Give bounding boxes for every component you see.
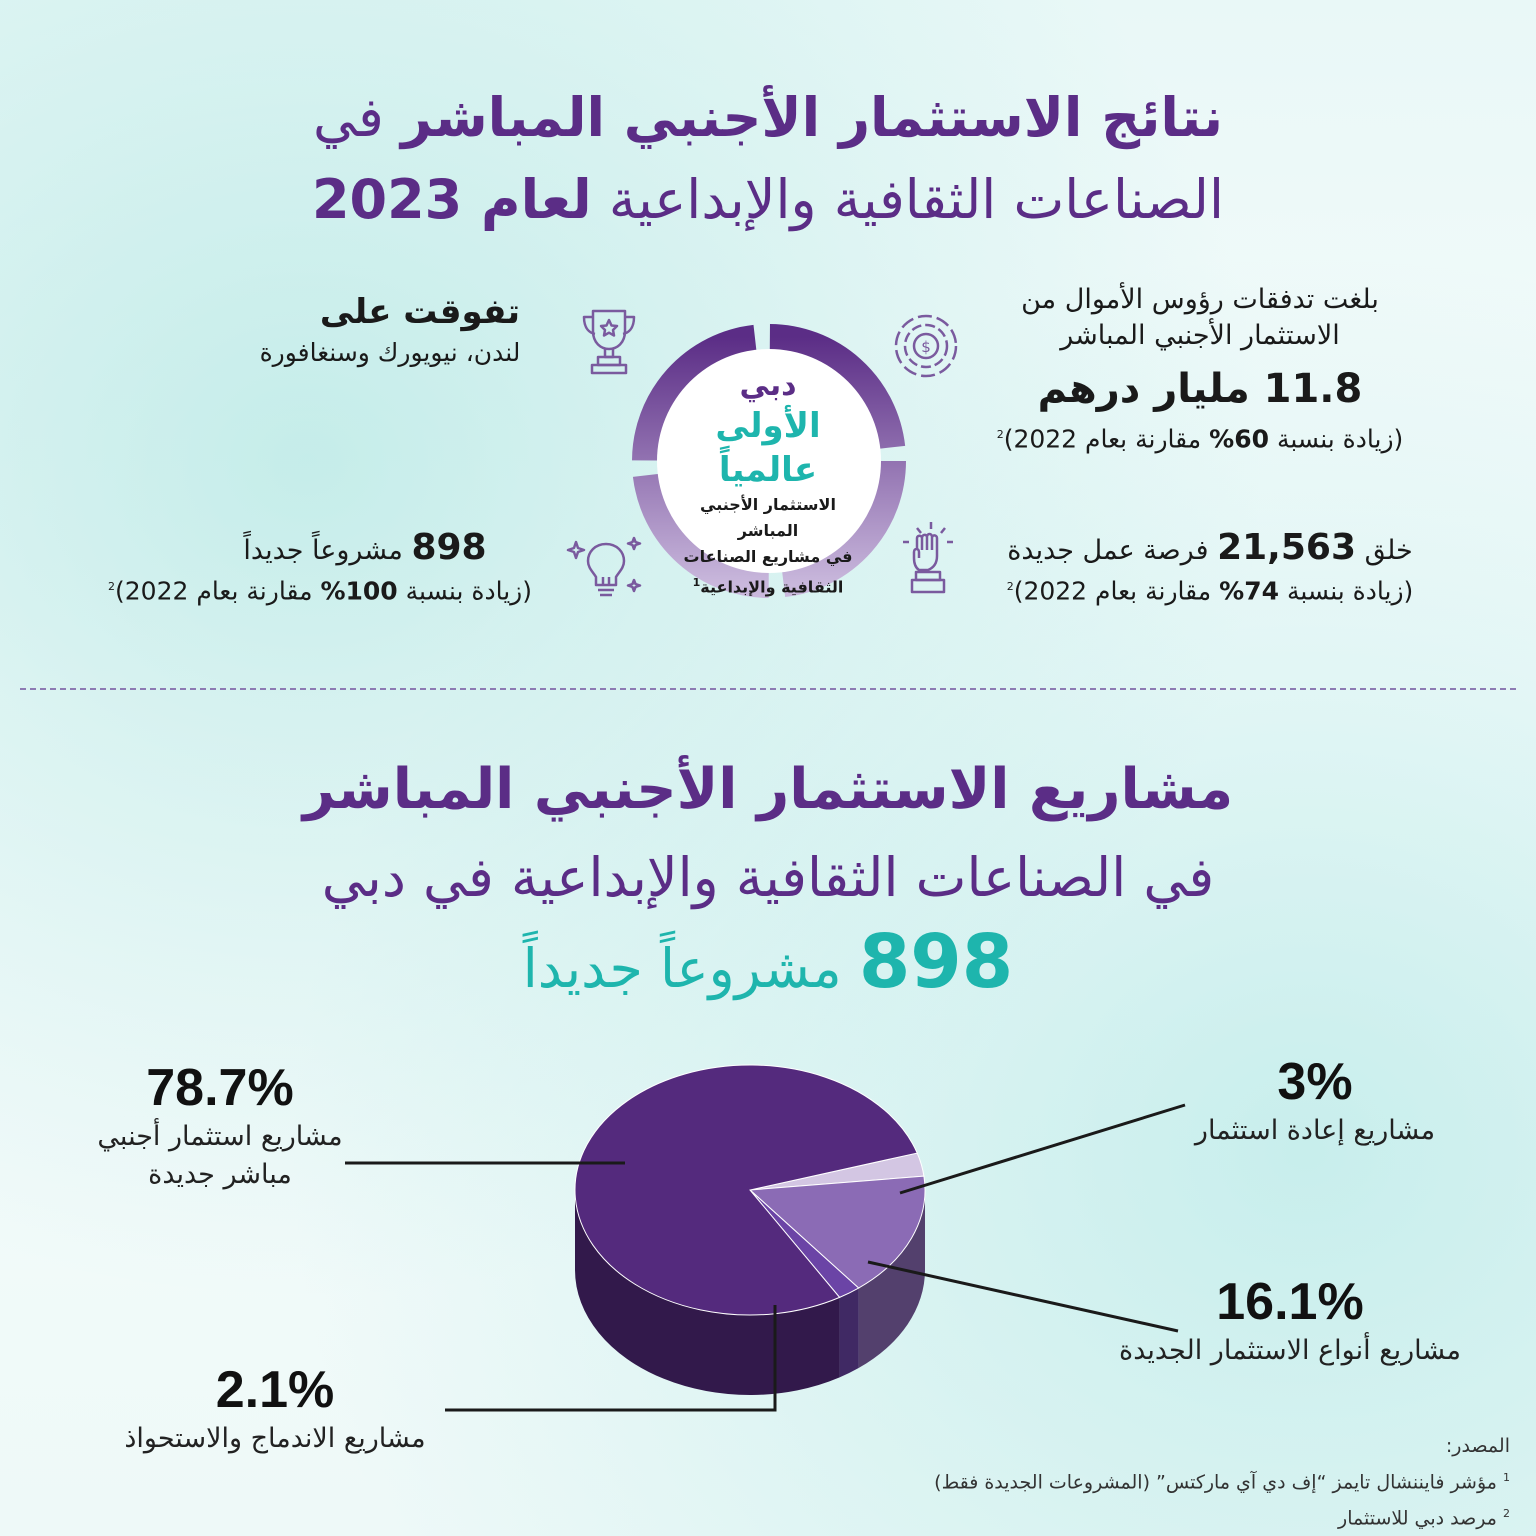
outperform-cities: لندن، نيويورك وسنغافورة	[259, 338, 521, 367]
section2-count-label: مشروعاً جديداً	[522, 937, 842, 1000]
capital-footnote: 2	[996, 428, 1004, 441]
section2-count-number: 898	[858, 919, 1014, 1005]
projects-change-prefix: (زيادة بنسبة	[405, 576, 532, 606]
section2-title-line1: مشاريع الاستثمار الأجنبي المباشر	[302, 757, 1234, 822]
slice-label-mna	[100, 1360, 450, 1458]
projects-change-pct: 100%	[320, 576, 398, 606]
capital-value: 11.8 مليار درهم	[1037, 366, 1363, 412]
section2-title-line2: في الصناعات الثقافية والإبداعية في دبي	[321, 846, 1215, 909]
sources	[900, 1430, 1510, 1535]
slice-pct-mna: 2.1%	[215, 1361, 335, 1419]
capital-change-suffix: مقارنة بعام 2022)	[1003, 424, 1202, 454]
badge-desc-line1: الاستثمار الأجنبي المباشر	[700, 495, 836, 540]
badge-desc-line2: في مشاريع الصناعات	[683, 547, 853, 566]
badge-desc-line3-text: الثقافية والإبداعية	[700, 577, 844, 597]
outperform-heading: تفوقت على	[319, 292, 521, 332]
slice-text-new-fdi-line1: مشاريع استثمار أجنبي	[97, 1121, 343, 1152]
source-item-1-num: 1	[1503, 1471, 1510, 1484]
slice-pct-new-types: 16.1%	[1216, 1273, 1364, 1331]
svg-text:$: $	[921, 338, 931, 356]
source-item-2	[900, 1498, 1510, 1534]
slice-text-new-fdi-line2: مباشر جديدة	[148, 1159, 292, 1190]
projects-footnote: 2	[108, 580, 115, 593]
projects-value: 898	[411, 527, 487, 568]
leader-line-reinvestment	[900, 1105, 1185, 1193]
projects-suffix: مشروعاً جديداً	[243, 535, 403, 566]
badge-city: دبي	[739, 368, 797, 403]
source-item-2-text: مرصد دبي للاستثمار	[1338, 1507, 1497, 1530]
sources-heading: المصدر:	[1445, 1435, 1510, 1457]
source-item-1	[900, 1462, 1510, 1498]
slice-pct-reinvestment: 3%	[1277, 1053, 1353, 1111]
slice-pct-new-fdi: 78.7%	[146, 1059, 294, 1117]
jobs-suffix: فرصة عمل جديدة	[1007, 535, 1209, 566]
projects-change-suffix: مقارنة بعام 2022)	[115, 576, 313, 606]
capital-change-prefix: (زيادة بنسبة	[1276, 424, 1404, 454]
slice-text-reinvestment: مشاريع إعادة استثمار	[1194, 1115, 1436, 1146]
source-item-2-num: 2	[1503, 1507, 1510, 1521]
badge-footnote: 1	[692, 576, 701, 589]
title-line1-tail: في	[312, 86, 384, 149]
jobs-footnote: 2	[1006, 580, 1014, 593]
slice-text-new-types: مشاريع أنواع الاستثمار الجديدة	[1119, 1335, 1461, 1366]
capital-line2: الاستثمار الأجنبي المباشر	[1060, 320, 1340, 351]
slice-label-reinvestment	[1180, 1052, 1450, 1150]
title-line2-tail: لعام 2023	[311, 168, 592, 231]
jobs-change-suffix: مقارنة بعام 2022)	[1013, 576, 1212, 606]
slice-text-mna: مشاريع الاندماج والاستحواذ	[124, 1423, 426, 1454]
capital-change-pct: 60%	[1209, 424, 1269, 454]
source-item-1-text: مؤشر فايننشال تايمز “إف دي آي ماركتس” (المشروعات الجديدة فقط)	[934, 1471, 1497, 1494]
slice-label-new-types	[1100, 1272, 1480, 1370]
jobs-change-prefix: (زيادة بنسبة	[1286, 576, 1414, 606]
capital-line1: بلغت تدفقات رؤوس الأموال من	[1021, 284, 1379, 315]
slice-label-new-fdi	[70, 1058, 370, 1194]
title-line1-bold: نتائج الاستثمار الأجنبي المباشر	[400, 86, 1224, 149]
jobs-change-pct: 74%	[1219, 576, 1279, 606]
badge-rank: الأولى عالمياً	[715, 406, 821, 490]
title-line2-text: الصناعات الثقافية والإبداعية	[608, 168, 1225, 231]
leader-line-mna	[445, 1305, 775, 1410]
jobs-value: 21,563	[1217, 527, 1356, 568]
jobs-prefix: خلق	[1364, 535, 1413, 566]
